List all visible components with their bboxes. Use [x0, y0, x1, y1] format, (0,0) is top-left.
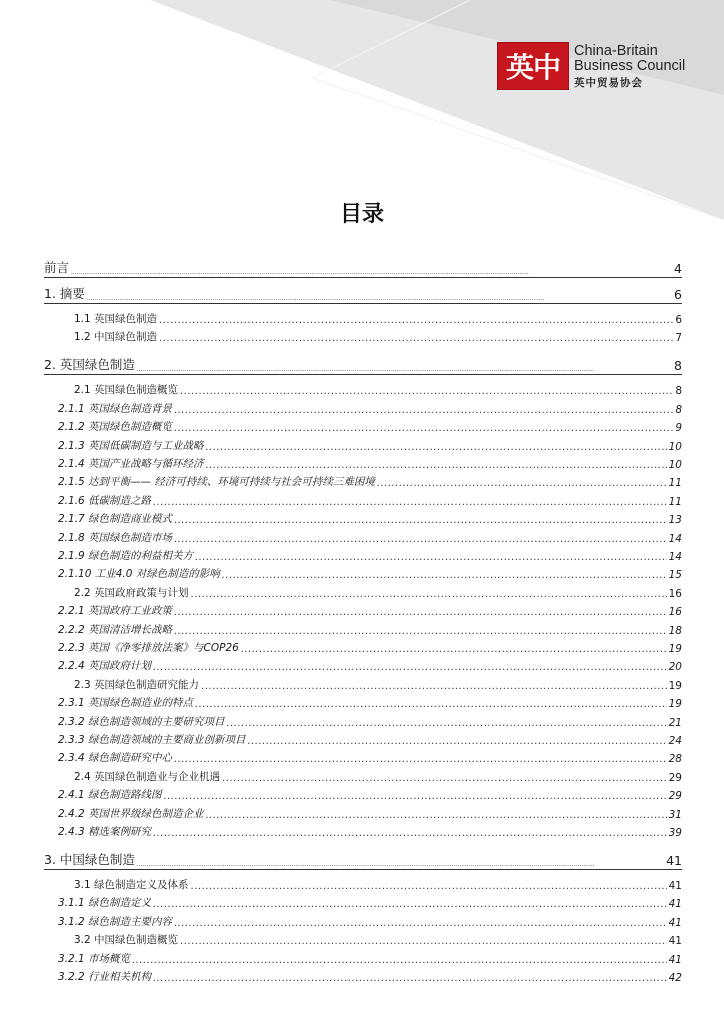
toc-leader-dots	[191, 589, 667, 600]
page-title: 目录	[339, 202, 384, 227]
toc-entry-label: 1. 摘要	[44, 286, 85, 301]
logo-english-line2: Business Council	[574, 58, 686, 74]
toc-entry[interactable]	[44, 969, 682, 984]
toc-entry[interactable]	[44, 750, 682, 765]
toc-entry-page: 10	[668, 459, 682, 471]
toc-entry-page: 16	[668, 606, 682, 619]
toc-entry-label: 3.2 中国绿色制造概览	[74, 934, 179, 947]
toc-entry-page: 9	[675, 422, 682, 435]
toc-entry-label: 2.3.4 绿色制造研究中心	[58, 752, 173, 765]
toc-entry[interactable]	[44, 566, 682, 581]
toc-entry-label: 2.3 英国绿色制造研究能力	[74, 678, 200, 691]
toc-leader-dots	[153, 973, 667, 984]
logo-chinese-name: 英中贸易协会	[574, 77, 643, 89]
toc-entry-label: 2.3.3 绿色制造领域的主要商业创新项目	[58, 734, 246, 746]
toc-entry-page: 8	[674, 358, 682, 374]
toc-entry[interactable]	[44, 806, 682, 821]
toc-entry[interactable]	[44, 951, 682, 966]
toc-entry-page: 13	[668, 514, 682, 527]
toc-entry-page: 18	[668, 624, 682, 637]
toc-entry-label: 3.2.1 市场概览	[58, 952, 131, 965]
toc-entry-page: 6	[674, 287, 682, 302]
toc-entry-label: 2.3.2 绿色制造领域的主要研究项目	[58, 715, 225, 728]
toc-leader-dots	[174, 534, 667, 545]
toc-entry[interactable]	[44, 850, 682, 870]
toc-entry[interactable]	[44, 677, 682, 692]
toc-entry[interactable]	[44, 769, 682, 784]
toc-entry-page: 20	[668, 661, 682, 674]
toc-entry-label: 3.2.2 行业相关机构	[58, 971, 152, 983]
toc-entry[interactable]	[44, 932, 682, 947]
toc-entry[interactable]	[44, 355, 682, 375]
toc-entry[interactable]	[44, 382, 682, 397]
toc-leader-dots	[180, 936, 667, 947]
toc-leader-dots	[174, 607, 667, 618]
toc-entry-label: 2.3.1 英国绿色制造业的特点	[58, 697, 194, 710]
toc-entry-page: 42	[668, 972, 682, 984]
toc-leader-dots	[195, 699, 667, 710]
toc-entry[interactable]	[44, 511, 682, 526]
toc-entry-label: 2.1.2 英国绿色制造概览	[58, 421, 173, 434]
toc-leader-dots	[153, 828, 667, 839]
toc-entry-page: 19	[668, 679, 682, 692]
toc-entry-label: 2.1.7 绿色制造商业模式	[58, 513, 173, 526]
toc-entry[interactable]	[44, 530, 682, 545]
toc-entry[interactable]	[44, 419, 682, 434]
toc-leader-dots	[377, 478, 667, 489]
logo-mark	[497, 42, 569, 90]
toc-leader-dots	[153, 662, 667, 673]
toc-leader-dots	[206, 442, 667, 453]
toc-leader-dots	[206, 460, 667, 471]
toc-entry-label: 2.4.3 精选案例研究	[58, 826, 152, 838]
toc-entry[interactable]	[44, 258, 682, 278]
toc-entry-page: 19	[668, 698, 682, 711]
toc-entry-label: 2.1.9 绿色制造的利益相关方	[58, 550, 194, 562]
toc-leader-dots	[137, 861, 664, 868]
toc-entry-label: 2.2.3 英国《净零排放法案》与COP26	[58, 642, 239, 654]
toc-entry-page: 28	[668, 753, 682, 766]
toc-entry-page: 11	[668, 495, 682, 508]
toc-entry-page: 41	[668, 916, 682, 929]
logo-english-line1: China-Britain	[574, 43, 658, 59]
toc-leader-dots	[174, 515, 667, 526]
toc-leader-dots	[71, 269, 672, 276]
toc-entry[interactable]	[44, 603, 682, 618]
toc-entry-page: 6	[675, 314, 682, 326]
toc-entry-label: 2.2 英国政府政策与计划	[74, 586, 189, 599]
toc-entry[interactable]	[44, 695, 682, 710]
toc-leader-dots	[159, 315, 673, 326]
cbbc-logo	[497, 42, 687, 90]
toc-entry[interactable]	[44, 456, 682, 471]
toc-leader-dots	[174, 754, 667, 765]
toc-entry-page: 41	[668, 898, 682, 911]
toc-entry[interactable]	[44, 877, 682, 892]
toc-leader-dots	[164, 791, 667, 802]
toc-entry-page: 39	[668, 827, 682, 839]
toc-leader-dots	[201, 681, 667, 692]
toc-entry-label: 2.1 英国绿色制造概览	[74, 384, 179, 397]
toc-entry-label: 3.1.1 绿色制造定义	[58, 897, 152, 910]
toc-entry-page: 14	[668, 551, 682, 563]
toc-leader-dots	[241, 644, 667, 655]
toc-entry[interactable]	[44, 714, 682, 729]
toc-entry[interactable]	[44, 474, 682, 489]
toc-entry[interactable]	[44, 585, 682, 600]
toc-entry-label: 2.4.2 英国世界级绿色制造企业	[58, 807, 204, 820]
toc-entry-label: 2.2.4 英国政府计划	[58, 660, 152, 673]
toc-entry-label: 1.2 中国绿色制造	[74, 331, 158, 344]
toc-entry-label: 前言	[44, 260, 70, 275]
toc-entry-page: 24	[668, 735, 682, 747]
toc-entry-page: 8	[675, 403, 682, 416]
toc-entry-page: 10	[668, 440, 682, 453]
toc-entry-page: 21	[668, 716, 682, 729]
toc-entry-label: 2.1.4 英国产业战略与循环经济	[58, 458, 204, 470]
toc-entry-page: 14	[668, 532, 682, 545]
toc-entry-page: 29	[668, 771, 682, 784]
toc-leader-dots	[174, 626, 667, 637]
toc-entry-page: 7	[675, 332, 682, 345]
toc-entry[interactable]	[44, 622, 682, 637]
toc-leader-dots	[174, 423, 673, 434]
toc-leader-dots	[137, 366, 672, 373]
toc-entry-page: 8	[675, 385, 682, 398]
logo-mark-text: 英中	[505, 51, 560, 84]
toc-entry-label: 1.1 英国绿色制造	[74, 313, 158, 325]
toc-entry-label: 2.1.1 英国绿色制造背景	[58, 402, 173, 415]
toc-entry[interactable]	[44, 914, 682, 929]
toc-entry-page: 41	[668, 880, 682, 892]
toc-leader-dots	[222, 570, 667, 581]
toc-entry-label: 2.1.3 英国低碳制造与工业战略	[58, 439, 204, 452]
toc-leader-dots	[191, 881, 667, 892]
toc-leader-dots	[159, 333, 673, 344]
toc-entry-page: 41	[668, 935, 682, 948]
toc-entry-page: 29	[668, 790, 682, 803]
toc-entry-label: 2.1.6 低碳制造之路	[58, 494, 152, 507]
toc-leader-dots	[248, 736, 667, 747]
toc-entry[interactable]	[44, 732, 682, 747]
toc-entry-label: 2. 英国绿色制造	[44, 357, 135, 373]
toc-entry-label: 2.2.1 英国政府工业政策	[58, 605, 173, 618]
toc-entry[interactable]	[44, 787, 682, 802]
toc-entry[interactable]	[44, 824, 682, 839]
toc-leader-dots	[174, 405, 673, 416]
toc-entry-page: 41	[666, 853, 682, 868]
toc-entry-page: 16	[668, 587, 682, 600]
toc-leader-dots	[180, 386, 673, 397]
toc-leader-dots	[132, 955, 667, 966]
toc-entry-page: 15	[668, 569, 682, 582]
toc-leader-dots	[195, 552, 667, 563]
toc-entry-page: 19	[668, 643, 682, 655]
toc-leader-dots	[153, 497, 667, 508]
toc-entry-label: 3.1 绿色制造定义及体系	[74, 879, 189, 891]
toc-leader-dots	[87, 295, 672, 302]
toc-entry[interactable]	[44, 284, 682, 304]
toc-entry[interactable]	[44, 311, 682, 326]
toc-entry-label: 2.2.2 英国清洁增长战略	[58, 623, 173, 636]
toc-entry-label: 3. 中国绿色制造	[44, 852, 135, 867]
toc-entry[interactable]	[44, 640, 682, 655]
toc-entry-page: 4	[674, 261, 682, 276]
toc-entry-label: 2.1.8 英国绿色制造市场	[58, 531, 173, 544]
toc-entry[interactable]	[44, 658, 682, 673]
toc-entry-label: 2.4.1 绿色制造路线图	[58, 789, 162, 802]
toc-entry-label: 2.1.5 达到平衡—— 经济可持续、环境可持续与社会可持续三难困境	[58, 476, 375, 489]
toc-entry[interactable]	[44, 401, 682, 416]
toc-leader-dots	[174, 918, 667, 929]
toc-entry-label: 2.4 英国绿色制造业与企业机遇	[74, 770, 221, 783]
toc-entry-page: 41	[668, 953, 682, 966]
toc-entry-label: 2.1.10 工业4.0 对绿色制造的影响	[58, 568, 220, 581]
toc-leader-dots	[206, 810, 667, 821]
toc-entry-page: 31	[668, 808, 682, 821]
toc-entry[interactable]	[44, 548, 682, 563]
toc-entry[interactable]	[44, 438, 682, 453]
toc-leader-dots	[222, 773, 667, 784]
toc-entry-label: 3.1.2 绿色制造主要内容	[58, 915, 173, 928]
toc-leader-dots	[227, 718, 667, 729]
toc-entry-page: 11	[668, 477, 682, 490]
toc-entry[interactable]	[44, 329, 682, 344]
toc-entry[interactable]	[44, 493, 682, 508]
toc-entry[interactable]	[44, 895, 682, 910]
toc-leader-dots	[153, 899, 667, 910]
